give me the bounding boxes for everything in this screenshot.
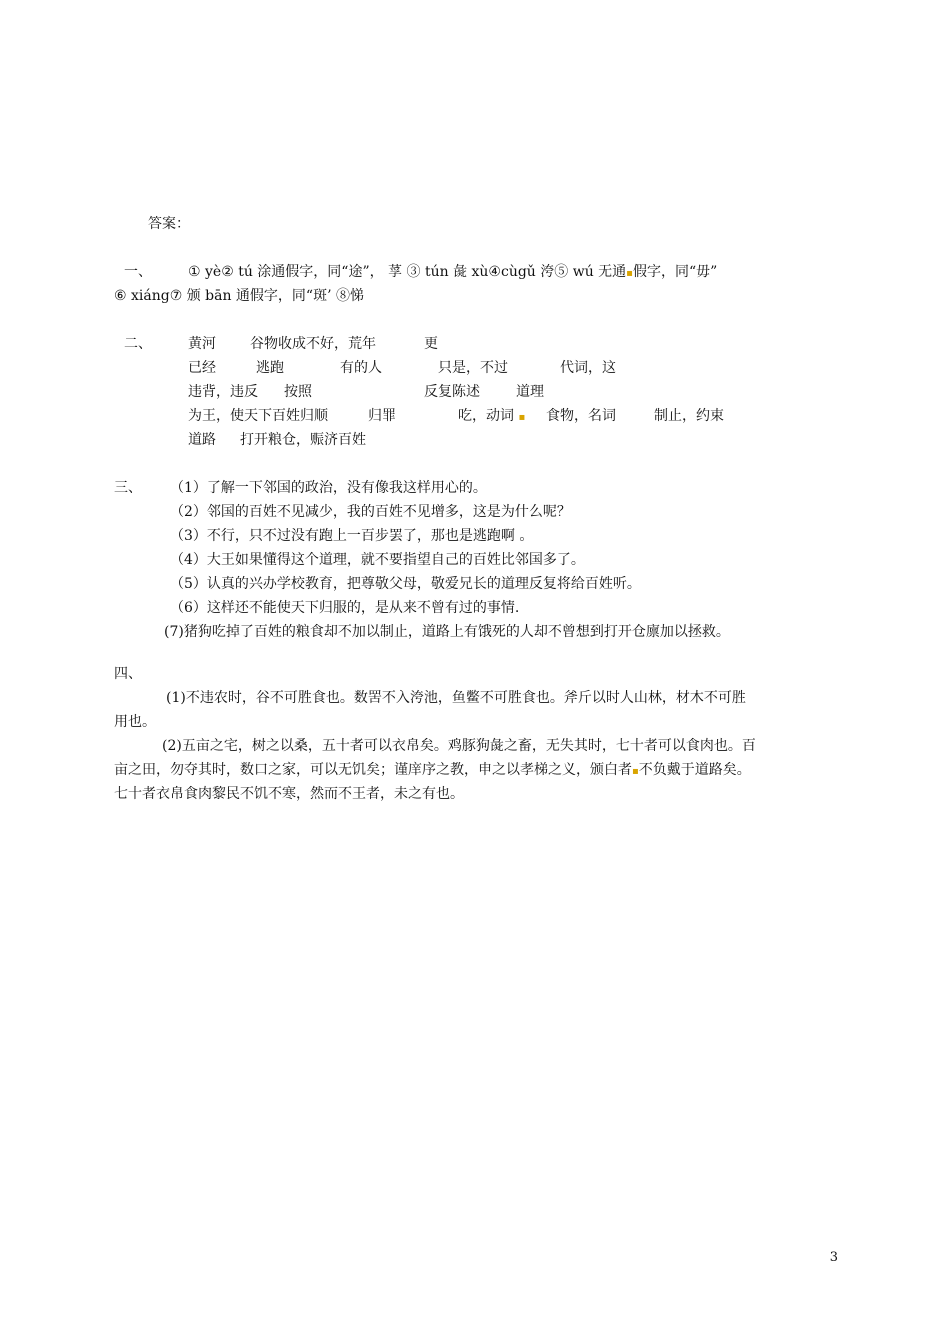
section4-p2-line3: 七十者衣帛食肉黎民不饥不寒，然而不王者，未之有也。 bbox=[114, 786, 464, 802]
section2-row3-cell2: 按照 bbox=[284, 384, 312, 400]
section2-row4-cell2: 归罪 bbox=[368, 408, 396, 424]
section2-row4-cell4: 食物，名词 bbox=[546, 408, 616, 424]
section3-item: （6）这样还不能使天下归服的，是从来不曾有过的事情. bbox=[170, 600, 520, 616]
section4-p2-line2a: 亩之田，勿夺其时，数口之家，可以无饥矣；谨庠序之教，申之以孝梯之义，颁白者 bbox=[114, 762, 632, 778]
section2-row2-cell5: 代词，这 bbox=[560, 360, 616, 376]
section3-item: （4）大王如果懂得这个道理，就不要指望自己的百姓比邻国多了。 bbox=[170, 552, 585, 568]
section2-row2-cell2: 逃跑 bbox=[256, 360, 284, 376]
section1-line2: ⑥ xiáng⑦ 颁 bān 通假字，同“斑’ ⑧悌 bbox=[114, 288, 364, 304]
section2-label: 二、 bbox=[124, 336, 152, 352]
section3-item: （2）邻国的百姓不见减少，我的百姓不见增多，这是为什么呢？ bbox=[170, 504, 571, 520]
section2-row4-cell5: 制止，约束 bbox=[654, 408, 724, 424]
section1-line1-text: ① yè② tú 涂通假字，同“途”， 莩 ③ tún 彘 xù④cùgǔ 洿⑤ wú 无通 bbox=[188, 264, 627, 280]
section4-p2-line2b: 不负戴于道路矣。 bbox=[638, 762, 751, 778]
answer-heading: 答案： bbox=[148, 216, 190, 232]
section1-label: 一、 bbox=[124, 264, 152, 280]
section2-row5-cell1: 道路 bbox=[188, 432, 216, 448]
section1-line1 bbox=[188, 262, 717, 284]
section2-row4-cell1: 为王，使天下百姓归顺 bbox=[188, 408, 328, 424]
section2-row4-cell3-text: 吃，动词 bbox=[458, 408, 514, 424]
section2-row1-cell2: 谷物收成不好，荒年 bbox=[250, 336, 376, 352]
section3-item: （5）认真的兴办学校教育，把尊敬父母，敬爱兄长的道理反复将给百姓听。 bbox=[170, 576, 641, 592]
section3-item: （1）了解一下邻国的政治，没有像我这样用心的。 bbox=[170, 480, 487, 496]
section2-row2-cell1: 已经 bbox=[188, 360, 216, 376]
section4-p2-line1: (2)五亩之宅，树之以桑，五十者可以衣帛矣。鸡豚狗彘之畜，无失其时，七十者可以食肉也。百 bbox=[162, 738, 756, 754]
section2-row2-cell3: 有的人 bbox=[340, 360, 382, 376]
section4-p1-line1: (1)不违农时，谷不可胜食也。数罟不入洿池，鱼鳖不可胜食也。斧斤以时人山林，材木不可胜 bbox=[166, 690, 746, 706]
section2-row3-cell3: 反复陈述 bbox=[424, 384, 480, 400]
section2-row4-cell3 bbox=[458, 406, 525, 428]
section2-row2-cell4: 只是，不过 bbox=[438, 360, 508, 376]
section1-line1-tail: 假字，同“毋” bbox=[632, 264, 718, 280]
section3-item: （3）不行，只不过没有跑上一百步罢了，那也是逃跑啊 。 bbox=[170, 528, 534, 544]
section2-row1-cell1: 黄河 bbox=[188, 336, 216, 352]
section2-row5-cell2: 打开粮仓，赈济百姓 bbox=[240, 432, 366, 448]
section2-row1-cell3: 更 bbox=[424, 336, 438, 352]
highlight-dot: ▪ bbox=[626, 268, 633, 279]
section4-p2-line2 bbox=[114, 760, 751, 782]
highlight-dot: ▪ bbox=[518, 412, 526, 423]
highlight-dot: ▪ bbox=[632, 766, 639, 777]
section4-p1-line2: 用也。 bbox=[114, 714, 156, 730]
section4-label: 四、 bbox=[114, 666, 142, 682]
page-number: 3 bbox=[829, 1250, 838, 1265]
section3-label: 三、 bbox=[114, 480, 142, 496]
section3-item: (7)猪狗吃掉了百姓的粮食却不加以制止，道路上有饿死的人却不曾想到打开仓廪加以拯救。 bbox=[164, 624, 730, 640]
section2-row3-cell4: 道理 bbox=[516, 384, 544, 400]
section2-row3-cell1: 违背，违反 bbox=[188, 384, 258, 400]
